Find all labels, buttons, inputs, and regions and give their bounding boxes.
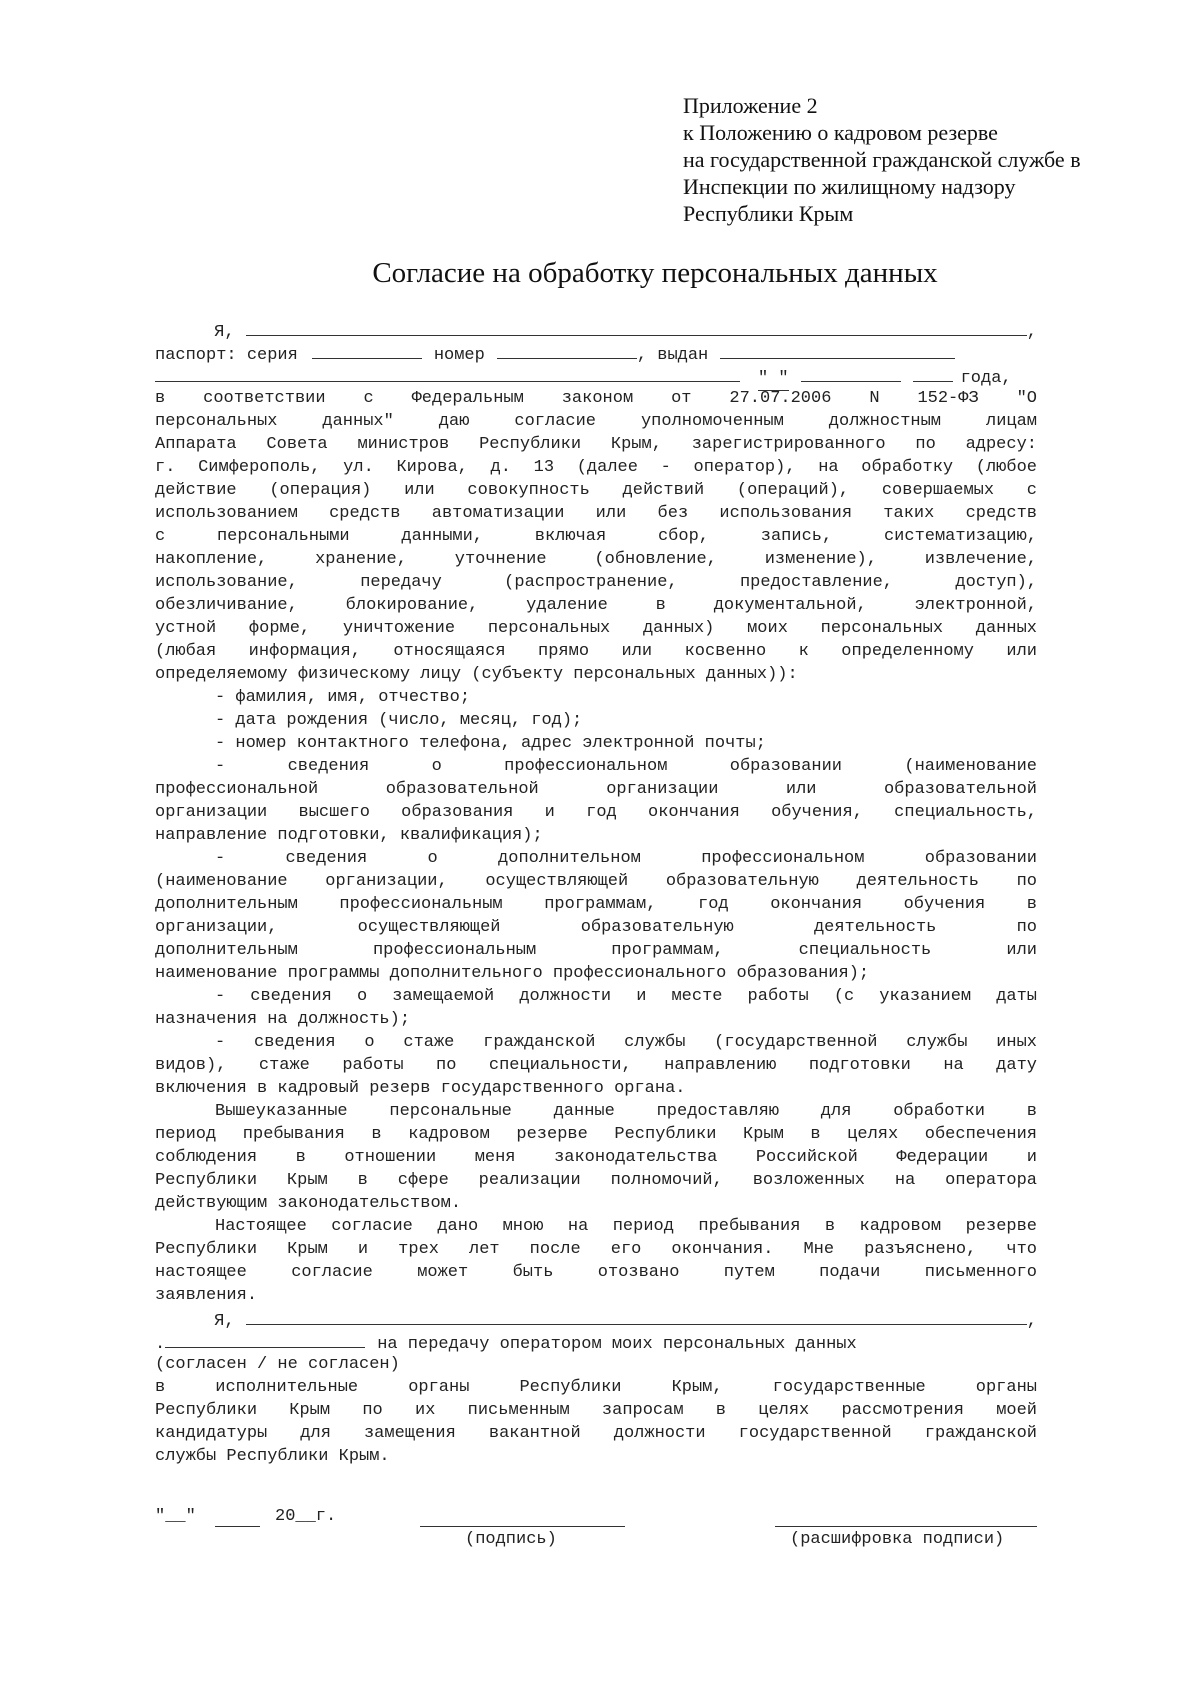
passport-series-field[interactable] — [312, 341, 422, 359]
document-title: Согласие на обработку персональных данных — [372, 257, 938, 289]
passport-series-label: паспорт: серия — [155, 346, 298, 365]
date-year-prefix: 20__г. — [275, 1507, 337, 1526]
paragraph-line: использованием средств автоматизации или без использования таких средств — [155, 504, 1037, 523]
consent-line: в исполнительные органы Республики Крым, государственные органы — [155, 1378, 1037, 1397]
transfer-text: на передачу оператором моих персональных данных — [377, 1335, 857, 1354]
list-line: - номер контактного телефона, адрес электронной почты; — [215, 734, 766, 753]
paragraph-line: использование, передачу (распространение, предоставление, доступ), — [155, 573, 1037, 592]
signature-field[interactable] — [420, 1509, 625, 1527]
paragraph-line: персональных данных" даю согласие уполномоченным должностным лицам — [155, 412, 1037, 431]
issue-date-day-quote: " " — [758, 367, 789, 391]
list-line: назначения на должность); — [155, 1010, 411, 1029]
passport-line — [155, 341, 1037, 364]
paragraph-line: определяемому физическому лицу (субъекту персональных данных)): — [155, 665, 798, 684]
paragraph-line: (любая информация, относящаяся прямо или косвенно к определенному или — [155, 642, 1037, 661]
appendix-header — [683, 92, 1081, 227]
comma: , — [1026, 323, 1037, 342]
issue-date-year-field[interactable] — [913, 364, 953, 382]
appendix-line: Приложение 2 — [683, 93, 818, 118]
dot: . — [155, 1335, 166, 1354]
list-line: действующим законодательством. — [155, 1194, 462, 1213]
consent-full-name-field[interactable] — [246, 1307, 1026, 1325]
list-line: дополнительным профессиональным программам, год окончания обучения в — [155, 895, 1037, 914]
list-line: - сведения о стаже гражданской службы (государственной службы иных — [215, 1033, 1037, 1052]
list-line: соблюдения в отношении меня законодательства Российской Федерации и — [155, 1148, 1037, 1167]
list-line: включения в кадровый резерв государственного органа. — [155, 1079, 686, 1098]
list-line: видов), стаже работы по специальности, направлению подготовки на дату — [155, 1056, 1037, 1075]
appendix-line: на государственной гражданской службе в — [683, 147, 1081, 172]
consent-line: кандидатуры для замещения вакантной должности государственной гражданской — [155, 1424, 1037, 1443]
consent-line: Республики Крым по их письменным запросам в целях рассмотрения моей — [155, 1401, 1037, 1420]
paragraph-line: с персональными данными, включая сбор, запись, систематизацию, — [155, 527, 1037, 546]
list-line: заявления. — [155, 1286, 258, 1305]
ya-label-2: Я, — [214, 1312, 235, 1331]
appendix-line: Республики Крым — [683, 201, 854, 226]
list-line: организации высшего образования и год окончания обучения, специальность, — [155, 803, 1037, 822]
consent-name-line — [155, 1307, 1037, 1330]
list-line: период пребывания в кадровом резерве Республики Крым в целях обеспечения — [155, 1125, 1037, 1144]
signature-label: (подпись) — [465, 1530, 557, 1549]
name-line — [155, 318, 1037, 341]
list-line: - дата рождения (число, месяц, год); — [215, 711, 583, 730]
list-line: - сведения о замещаемой должности и месте работы (с указанием даты — [215, 987, 1037, 1006]
appendix-line: к Положению о кадровом резерве — [683, 120, 998, 145]
passport-number-field[interactable] — [497, 341, 637, 359]
comma-2: , — [1026, 1312, 1037, 1331]
paragraph-line: накопление, хранение, уточнение (обновление, изменение), извлечение, — [155, 550, 1037, 569]
list-line: направление подготовки, квалификация); — [155, 826, 543, 845]
list-line: организации, осуществляющей образовательную деятельность по — [155, 918, 1037, 937]
list-line: дополнительным профессиональным программам, специальность или — [155, 941, 1037, 960]
list-line: Настоящее согласие дано мною на период пребывания в кадровом резерве — [215, 1217, 1037, 1236]
list-line: - фамилия, имя, отчество; — [215, 688, 471, 707]
consent-options-hint: (согласен / не согласен) — [155, 1355, 400, 1374]
date-month-field[interactable] — [215, 1509, 260, 1527]
appendix-line: Инспекции по жилищному надзору — [683, 174, 1016, 199]
list-line: - сведения о дополнительном профессиональном образовании — [215, 849, 1037, 868]
list-line: настоящее согласие может быть отозвано путем подачи письменного — [155, 1263, 1037, 1282]
list-line: наименование программы дополнительного профессионального образования); — [155, 964, 870, 983]
list-line: (наименование организации, осуществляющей образовательную деятельность по — [155, 872, 1037, 891]
paragraph-line: устной форме, уничтожение персональных данных) моих персональных данных — [155, 619, 1037, 638]
issued-by-field[interactable] — [720, 341, 955, 359]
consent-items-list — [155, 686, 1037, 1307]
list-line: профессиональной образовательной организации или образовательной — [155, 780, 1037, 799]
paragraph-line: в соответствии с Федеральным законом от 27.07.2006 N 152-ФЗ "О — [155, 389, 1037, 408]
list-line: Республики Крым и трех лет после его окончания. Мне разъяснено, что — [155, 1240, 1037, 1259]
full-name-field[interactable] — [246, 318, 1026, 336]
list-line: Вышеуказанные персональные данные предоставляю для обработки в — [215, 1102, 1037, 1121]
consent-choice-field[interactable] — [165, 1330, 365, 1348]
paragraph-line: г. Симферополь, ул. Кирова, д. 13 (далее - оператор), на обработку (любое — [155, 458, 1037, 477]
decoding-label: (расшифровка подписи) — [790, 1530, 1005, 1549]
consent-choice-line — [155, 1330, 1037, 1353]
signature-decoding-field[interactable] — [775, 1509, 1037, 1527]
list-line: Республики Крым в сфере реализации полномочий, возложенных на оператора — [155, 1171, 1037, 1190]
paragraph-line: действие (операция) или совокупность действий (операций), совершаемых с — [155, 481, 1037, 500]
issued-label: , выдан — [636, 346, 709, 365]
ya-label: Я, — [214, 323, 235, 342]
list-line: - сведения о профессиональном образовании (наименование — [215, 757, 1037, 776]
consent-line: службы Республики Крым. — [155, 1447, 390, 1466]
year-label: года, — [960, 369, 1012, 388]
date-day-quote: "__" — [155, 1507, 196, 1526]
issued-by-field-2[interactable] — [155, 364, 740, 382]
issue-date-line — [155, 364, 1037, 387]
issue-date-month-field[interactable] — [801, 364, 901, 382]
paragraph-line: обезличивание, блокирование, удаление в документальной, электронной, — [155, 596, 1037, 615]
signature-block — [155, 1507, 1037, 1553]
document-body — [155, 318, 1037, 1468]
paragraph-line: Аппарата Совета министров Республики Крым, зарегистрированного по адресу: — [155, 435, 1037, 454]
passport-number-label: номер — [433, 346, 485, 365]
